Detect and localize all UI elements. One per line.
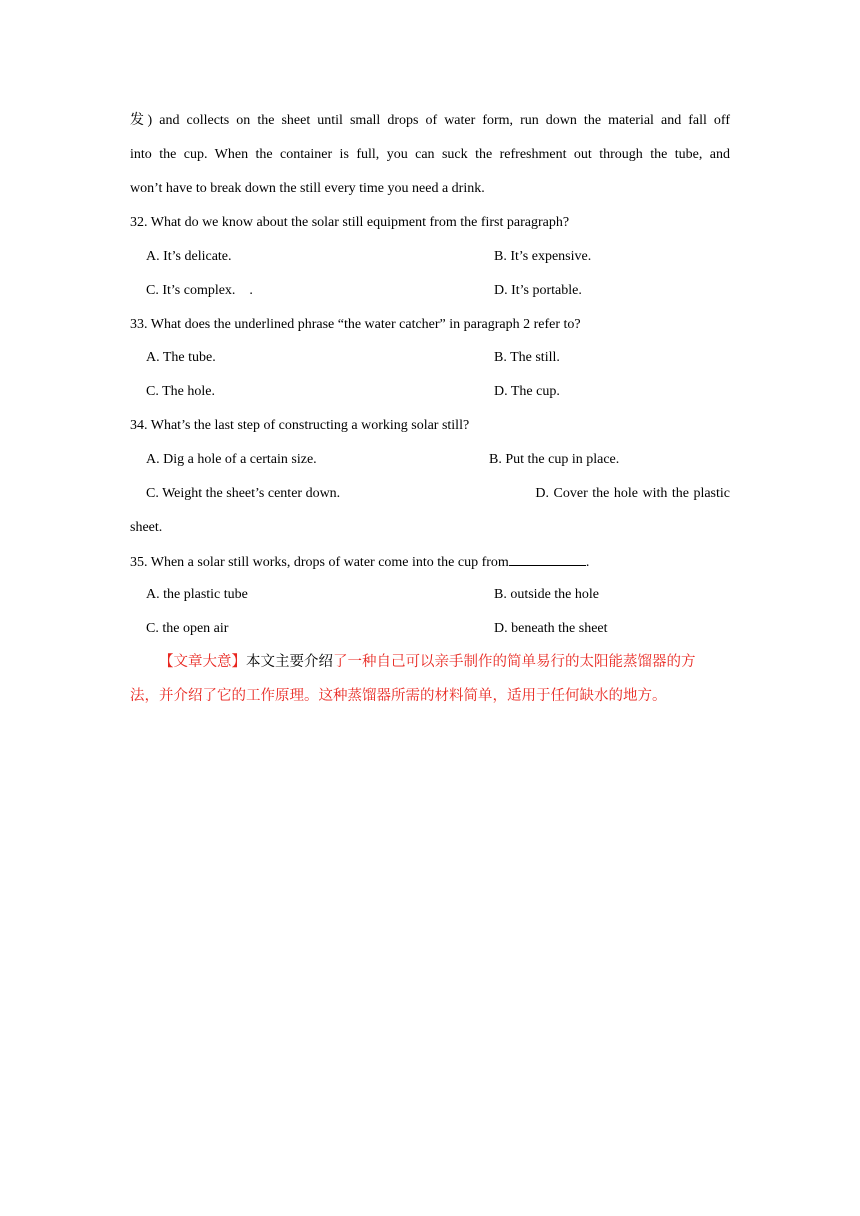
summary-line-1-text: 了一种自己可以亲手制作的简单易行的太阳能蒸馏器的方 bbox=[333, 654, 696, 670]
question-33-option-c: C. The hole. bbox=[146, 384, 215, 399]
passage-line-2: into the cup. When the container is full, you can suck the refreshment out through the tube, and bbox=[130, 147, 730, 162]
question-33-option-a: A. The tube. bbox=[146, 350, 216, 365]
question-34-option-a: A. Dig a hole of a certain size. bbox=[146, 452, 317, 467]
question-34-option-d: D. Cover the hole with the plastic bbox=[535, 486, 730, 501]
question-32-option-d: D. It’s portable. bbox=[494, 283, 582, 298]
question-32-option-c: C. It’s complex. . bbox=[146, 283, 253, 298]
question-32-option-b: B. It’s expensive. bbox=[494, 249, 592, 264]
question-35-option-d: D. beneath the sheet bbox=[494, 621, 608, 636]
summary-line-2: 法，并介绍了它的工作原理。这种蒸馏器所需的材料简单，适用于任何缺水的地方。 bbox=[130, 688, 667, 704]
question-32-option-a: A. It’s delicate. bbox=[146, 249, 232, 264]
question-35-option-c: C. the open air bbox=[146, 621, 229, 636]
question-34-option-d-continuation: sheet. bbox=[130, 520, 163, 535]
passage-line-1: 发) and collects on the sheet until small drops of water form, run down the material and fall off bbox=[130, 113, 730, 128]
question-35-option-b: B. outside the hole bbox=[494, 587, 599, 602]
question-35-stem-end: . bbox=[585, 555, 590, 570]
summary-tag: 【文章大意】 bbox=[159, 654, 246, 670]
summary-line-1 bbox=[159, 652, 696, 672]
summary-lead: 本文主要介绍 bbox=[246, 654, 333, 670]
question-35-option-a: A. the plastic tube bbox=[146, 587, 248, 602]
question-33-stem: 33. What does the underlined phrase “the water catcher” in paragraph 2 refer to? bbox=[130, 317, 581, 332]
question-33-option-d: D. The cup. bbox=[494, 384, 560, 399]
passage-line-3: won’t have to break down the still every time you need a drink. bbox=[130, 181, 485, 196]
question-35-stem bbox=[130, 551, 589, 573]
question-34-option-b: B. Put the cup in place. bbox=[489, 452, 620, 467]
question-34-stem: 34. What’s the last step of constructing a working solar still? bbox=[130, 418, 470, 433]
question-35-stem-text: 35. When a solar still works, drops of water come into the cup from bbox=[130, 555, 509, 570]
question-32-stem: 32. What do we know about the solar still equipment from the first paragraph? bbox=[130, 215, 570, 230]
question-33-option-b: B. The still. bbox=[494, 350, 560, 365]
answer-blank bbox=[509, 551, 586, 566]
question-34-option-c: C. Weight the sheet’s center down. bbox=[146, 486, 341, 501]
